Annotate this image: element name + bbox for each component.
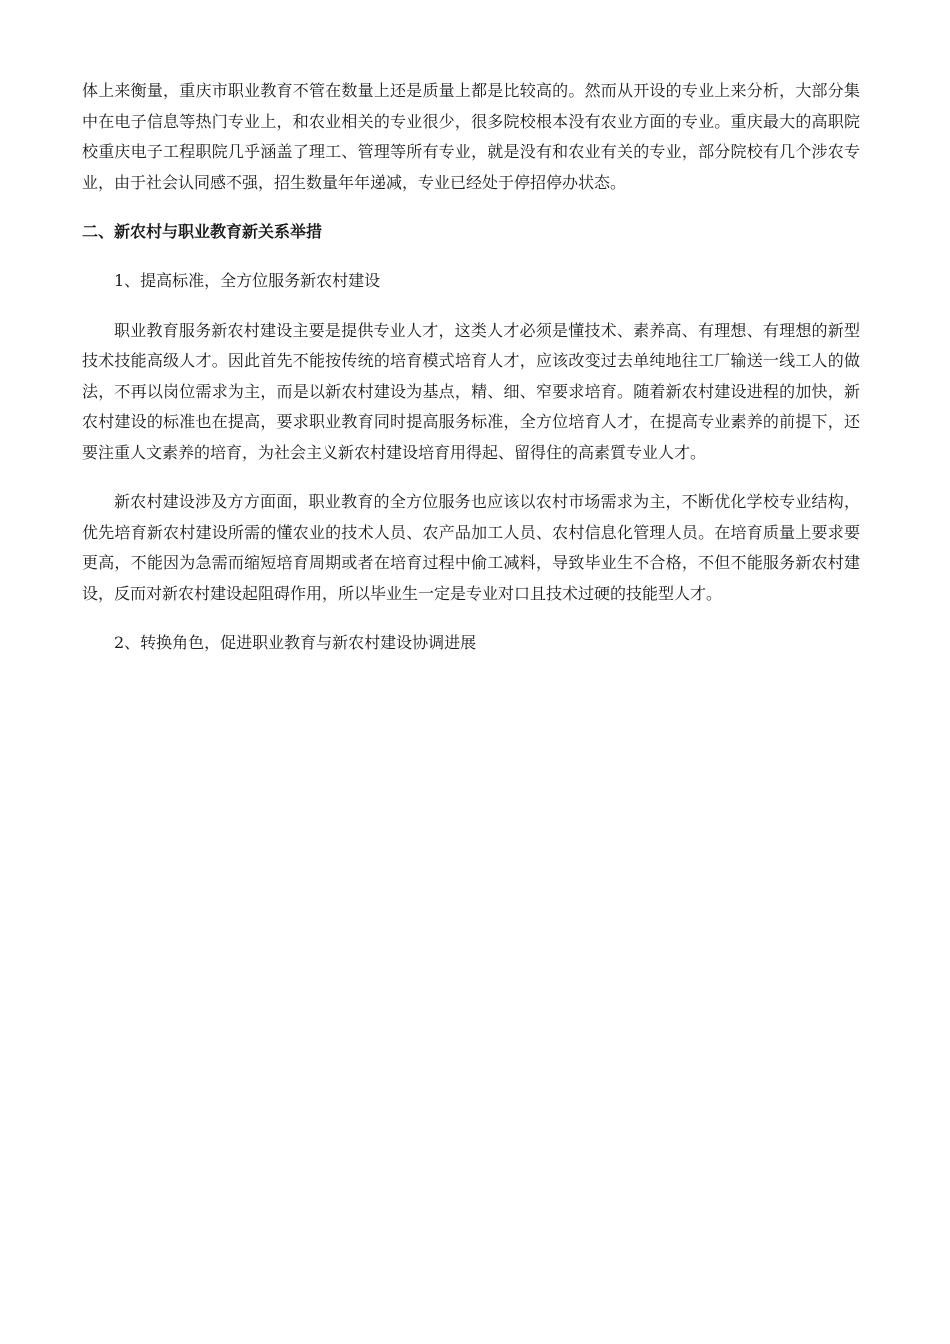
section-heading: 二、新农村与职业教育新关系举措 [82, 222, 323, 241]
document-page [82, 76, 860, 678]
body-paragraph: 新农村建设涉及方方面面，职业教育的全方位服务也应该以农村市场需求为主，不断优化学校专业结构，优先培育新农村建设所需的懂农业的技术人员、农产品加工人员、农村信息化管理人员。在培育质量上要求要更高，不能因为急需而缩短培育周期或者在培育过程中偷工减料，导致毕业生不合格，不但不能服务新农村建设，反而对新农村建设起阻碍作用，所以毕业生一定是专业对口且技术过硬的技能型人才。 [82, 492, 860, 603]
subsection-heading: 1、提高标准，全方位服务新农村建设 [114, 271, 381, 290]
body-paragraph: 职业教育服务新农村建设主要是提供专业人才，这类人才必须是懂技术、素养高、有理想、有理想的新型技术技能高级人才。因此首先不能按传统的培育模式培育人才，应该改变过去单纯地往工厂输送一线工人的做法，不再以岗位需求为主，而是以新农村建设为基点，精、细、窄要求培育。随着新农村建设进程的加快，新农村建设的标准也在提高，要求职业教育同时提高服务标准，全方位培育人才，在提高专业素养的前提下，还要注重人文素养的培育，为社会主义新农村建设培育用得起、留得住的高素質专业人才。 [82, 320, 860, 462]
subsection-heading: 2、转换角色，促进职业教育与新农村建设协调进展 [114, 633, 477, 652]
body-paragraph: 体上来衡量，重庆市职业教育不管在数量上还是质量上都是比较高的。然而从开设的专业上来分析，大部分集中在电子信息等热门专业上，和农业相关的专业很少，很多院校根本没有农业方面的专业。重庆最大的高职院校重庆电子工程职院几乎涵盖了理工、管理等所有专业，就是没有和农业有关的专业，部分院校有几个涉农专业，由于社会认同感不强，招生数量年年递减，专业已经处于停招停办状态。 [82, 81, 860, 192]
